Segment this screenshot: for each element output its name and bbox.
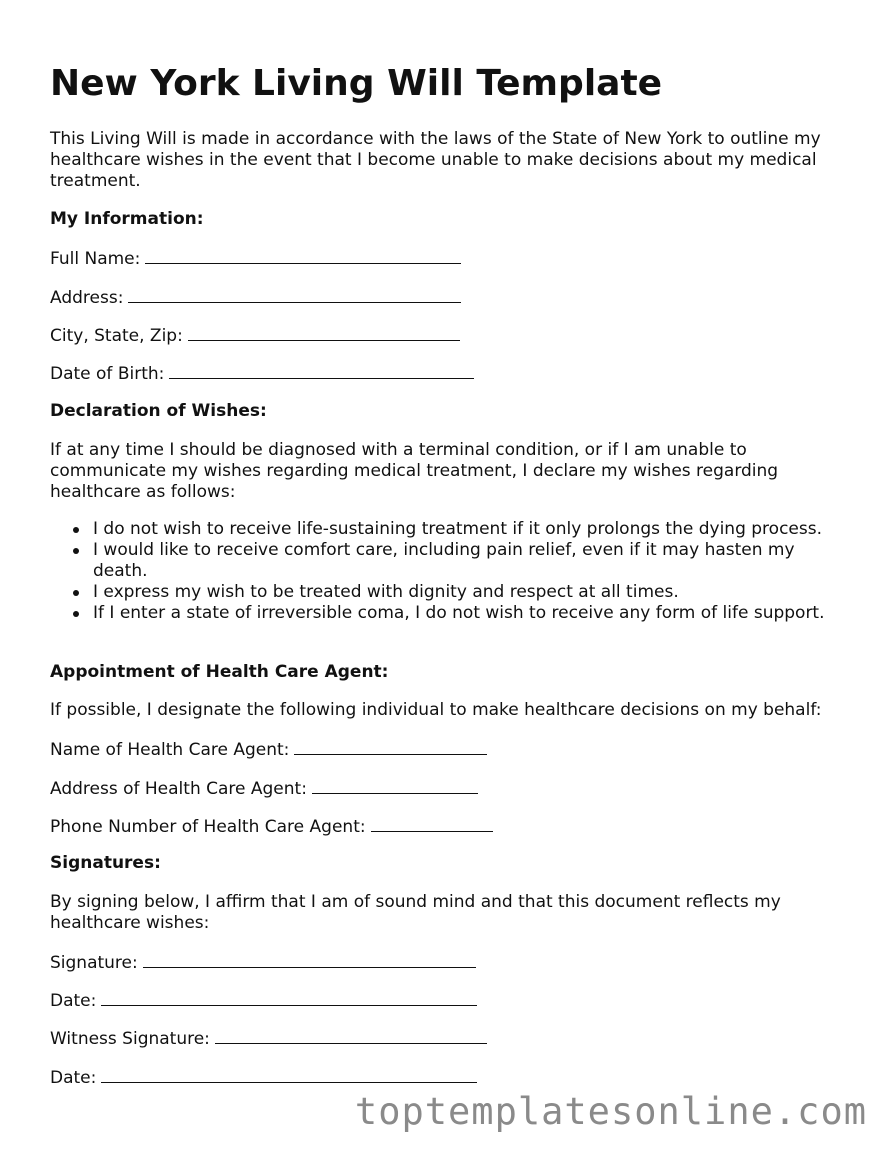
date-field[interactable] [50, 989, 477, 1012]
full-name-blank[interactable] [145, 247, 461, 264]
city-state-zip-blank[interactable] [188, 324, 460, 341]
signatures-paragraph: By signing below, I affirm that I am of sound mind and that this document reflects my healthcare wishes: [50, 892, 781, 933]
intro-paragraph: This Living Will is made in accordance with the laws of the State of New York to outline my healthcare wishes in the event that I become unable to make decisions about my medical treatment. [50, 129, 821, 191]
agent-heading: Appointment of Health Care Agent: [50, 662, 389, 682]
address-field[interactable] [50, 286, 461, 309]
bullet-icon [73, 611, 79, 617]
city-state-zip-field[interactable] [50, 324, 460, 347]
date-of-birth-field[interactable] [50, 362, 474, 385]
declaration-heading: Declaration of Wishes: [50, 401, 267, 421]
signature-blank[interactable] [143, 951, 476, 968]
list-item: I do not wish to receive life-sustaining treatment if it only prolongs the dying process. [50, 519, 850, 540]
list-item: If I enter a state of irreversible coma, I do not wish to receive any form of life support. [50, 603, 850, 624]
bullet-icon [73, 527, 79, 533]
witness-signature-field[interactable] [50, 1027, 487, 1050]
agent-paragraph: If possible, I designate the following individual to make healthcare decisions on my behalf: [50, 700, 822, 720]
declaration-paragraph: If at any time I should be diagnosed with a terminal condition, or if I am unable to communicate my wishes regarding medical treatment, I declare my wishes regarding healthcare as follows: [50, 440, 779, 502]
bullet-icon [73, 548, 79, 554]
city-state-zip-label: City, State, Zip: [50, 326, 183, 346]
my-information-heading: My Information: [50, 209, 204, 229]
signatures-heading: Signatures: [50, 853, 161, 873]
page-title: New York Living Will Template [50, 63, 663, 104]
date-label: Date: [50, 991, 97, 1011]
signature-field[interactable] [50, 951, 476, 974]
agent-address-field[interactable] [50, 777, 478, 800]
agent-name-label: Name of Health Care Agent: [50, 740, 290, 760]
watermark: toptemplatesonline.com [354, 1090, 867, 1133]
witness-signature-label: Witness Signature: [50, 1029, 210, 1049]
date-blank[interactable] [101, 989, 477, 1006]
agent-address-blank[interactable] [312, 777, 478, 794]
list-item: I express my wish to be treated with dignity and respect at all times. [50, 582, 850, 603]
witness-signature-blank[interactable] [215, 1027, 487, 1044]
bullet-icon [73, 590, 79, 596]
agent-name-field[interactable] [50, 738, 487, 761]
address-blank[interactable] [128, 286, 461, 303]
wishes-list [50, 519, 850, 624]
witness-date-field[interactable] [50, 1066, 477, 1089]
date-of-birth-blank[interactable] [169, 362, 474, 379]
date-of-birth-label: Date of Birth: [50, 364, 165, 384]
witness-date-label: Date: [50, 1068, 97, 1088]
address-label: Address: [50, 288, 124, 308]
agent-phone-blank[interactable] [371, 815, 493, 832]
agent-phone-field[interactable] [50, 815, 493, 838]
agent-name-blank[interactable] [294, 738, 487, 755]
agent-address-label: Address of Health Care Agent: [50, 779, 307, 799]
full-name-field[interactable] [50, 247, 461, 270]
full-name-label: Full Name: [50, 249, 141, 269]
witness-date-blank[interactable] [101, 1066, 477, 1083]
agent-phone-label: Phone Number of Health Care Agent: [50, 817, 366, 837]
list-item: I would like to receive comfort care, including pain relief, even if it may hasten my death. [50, 540, 850, 582]
signature-label: Signature: [50, 953, 138, 973]
